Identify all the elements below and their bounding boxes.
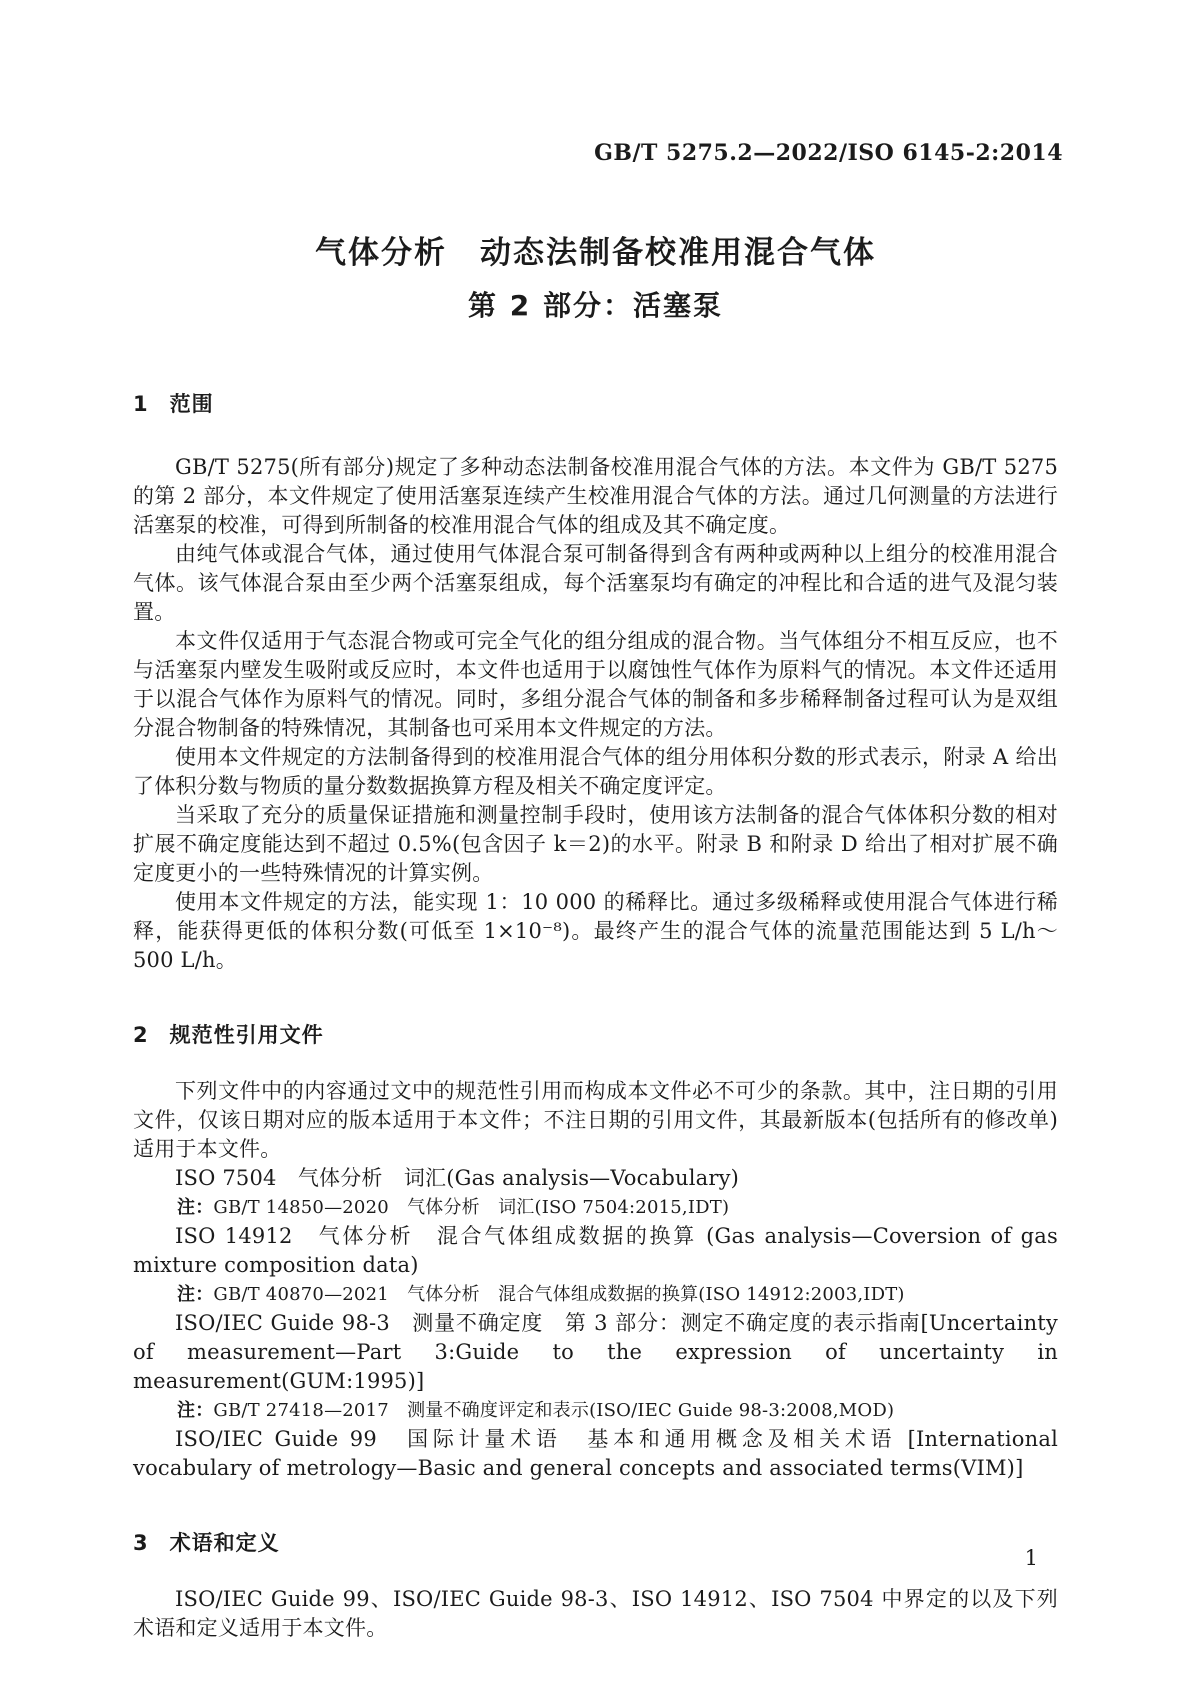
note-entry [133, 1193, 1058, 1222]
document-body [133, 390, 1058, 1643]
section-1-paragraph: 使用本文件规定的方法，能实现 1：10 000 的稀释比。通过多级稀释或使用混合气体进行稀释，能获得更低的体积分数(可低至 1×10⁻⁸)。最终产生的混合气体的流量范围能达到 5 L/h～500 L/h。 [133, 890, 1058, 972]
section-2-heading [133, 1021, 1058, 1050]
section-1-paragraph: 当采取了充分的质量保证措施和测量控制手段时，使用该方法制备的混合气体体积分数的相对扩展不确定度能达到不超过 0.5%(包含因子 k＝2)的水平。附录 B 和附录 D 给出了相对扩展不确定度更小的一些特殊情况的计算实例。 [133, 803, 1058, 885]
section-3-paragraph: ISO/IEC Guide 99、ISO/IEC Guide 98-3、ISO 14912、ISO 7504 中界定的以及下列术语和定义适用于本文件。 [133, 1587, 1058, 1640]
page-number: 1 [1024, 1546, 1038, 1570]
section-1-number: 1 [133, 392, 149, 416]
section-3-title: 术语和定义 [169, 1531, 280, 1555]
reference-entry: ISO 14912 气体分析 混合气体组成数据的换算 (Gas analysis—Coversion of gas mixture composition data) [133, 1224, 1058, 1277]
section-1-paragraph: 由纯气体或混合气体，通过使用气体混合泵可制备得到含有两种或两种以上组分的校准用混合气体。该气体混合泵由至少两个活塞泵组成，每个活塞泵均有确定的冲程比和合适的进气及混匀装置。 [133, 542, 1058, 624]
note-text: GB/T 27418—2017 测量不确度评定和表示(ISO/IEC Guide 98-3:2008,MOD) [213, 1400, 895, 1421]
header-standard-code: GB/T 5275.2—2022/ISO 6145-2:2014 [594, 140, 1063, 166]
section-2-intro: 下列文件中的内容通过文中的规范性引用而构成本文件必不可少的条款。其中，注日期的引用文件，仅该日期对应的版本适用于本文件；不注日期的引用文件，其最新版本(包括所有的修改单)适用于本文件。 [133, 1079, 1058, 1161]
section-3-heading [133, 1529, 1058, 1558]
doc-title-line1: 气体分析 动态法制备校准用混合气体 [315, 235, 876, 271]
note-entry [133, 1396, 1058, 1425]
section-3-number: 3 [133, 1531, 149, 1555]
note-label: 注： [177, 1284, 214, 1305]
section-2-number: 2 [133, 1023, 149, 1047]
note-label: 注： [177, 1197, 214, 1218]
section-1-heading [133, 390, 1058, 419]
section-2-title: 规范性引用文件 [169, 1023, 324, 1047]
section-1-title: 范围 [169, 392, 214, 416]
note-label: 注： [177, 1400, 214, 1421]
doc-title-line2: 第 2 部分：活塞泵 [468, 289, 723, 322]
note-text: GB/T 40870—2021 气体分析 混合气体组成数据的换算(ISO 14912:2003,IDT) [213, 1284, 905, 1305]
section-1-paragraph: 本文件仅适用于气态混合物或可完全气化的组分组成的混合物。当气体组分不相互反应，也不与活塞泵内壁发生吸附或反应时，本文件也适用于以腐蚀性气体作为原料气的情况。本文件还适用于以混合气体作为原料气的情况。同时，多组分混合气体的制备和多步稀释制备过程可认为是双组分混合物制备的特殊情况，其制备也可采用本文件规定的方法。 [133, 629, 1058, 740]
reference-entry: ISO/IEC Guide 99 国际计量术语 基本和通用概念及相关术语 [International vocabulary of metrology—Basic and general concepts and associated terms(VIM)] [133, 1427, 1058, 1480]
section-1-paragraph: 使用本文件规定的方法制备得到的校准用混合气体的组分用体积分数的形式表示，附录 A 给出了体积分数与物质的量分数数据换算方程及相关不确定度评定。 [133, 745, 1058, 798]
note-entry [133, 1280, 1058, 1309]
reference-entry: ISO 7504 气体分析 词汇(Gas analysis—Vocabulary) [175, 1166, 740, 1190]
section-1-paragraph: GB/T 5275(所有部分)规定了多种动态法制备校准用混合气体的方法。本文件为 GB/T 5275 的第 2 部分，本文件规定了使用活塞泵连续产生校准用混合气体的方法。通过几何测量的方法进行活塞泵的校准，可得到所制备的校准用混合气体的组成及其不确定度。 [133, 455, 1058, 537]
note-text: GB/T 14850—2020 气体分析 词汇(ISO 7504:2015,IDT) [213, 1197, 730, 1218]
reference-entry: ISO/IEC Guide 98-3 测量不确定度 第 3 部分：测定不确定度的表示指南[Uncertainty of measurement—Part 3:Guide to the expression of uncertainty in measurement(GUM:1995)] [133, 1311, 1058, 1393]
